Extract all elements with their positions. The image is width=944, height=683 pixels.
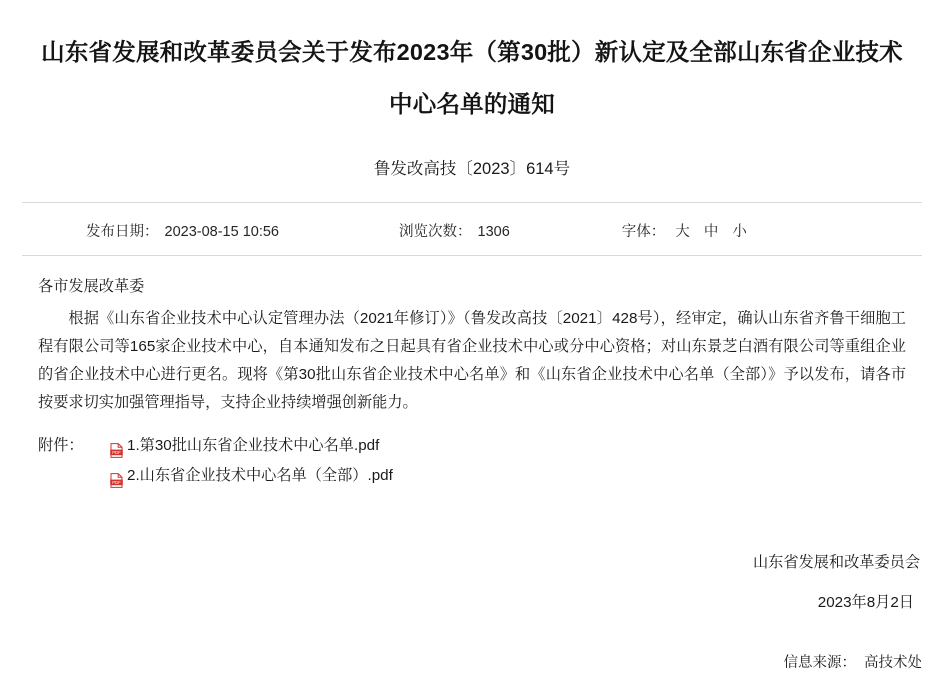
attachment-link-1[interactable]: 1.第30批山东省企业技术中心名单.pdf	[127, 437, 380, 454]
signature-organization: 山东省发展和改革委员会	[752, 554, 920, 571]
attachment-link-2[interactable]: 2.山东省企业技术中心名单（全部）.pdf	[127, 467, 393, 484]
salutation: 各市发展改革委	[38, 278, 145, 295]
document-body	[38, 256, 906, 417]
publish-date-label: 发布日期：	[86, 224, 159, 240]
font-size-small[interactable]: 小	[732, 224, 747, 240]
meta-bar	[22, 203, 922, 241]
views-label: 浏览次数：	[399, 224, 472, 240]
font-size-options	[675, 220, 747, 241]
signature-date: 2023年8月2日	[817, 594, 914, 611]
font-size-large[interactable]: 大	[675, 224, 690, 240]
page-title: 山东省发展和改革委员会关于发布2023年（第30批）新认定及全部山东省企业技术中心名单的通知	[41, 39, 903, 117]
attachments-section	[38, 431, 906, 491]
title-block	[16, 0, 928, 182]
svg-text:PDF: PDF	[112, 449, 121, 455]
font-size-group	[622, 220, 747, 241]
font-size-label: 字体：	[621, 224, 666, 240]
body-paragraph: 根据《山东省企业技术中心认定管理办法（2021年修订）》（鲁发改高技〔2021〕428号），经审定，确认山东省齐鲁干细胞工程有限公司等165家企业技术中心，自本通知发布之日起具有省企业技术中心或分中心资格；对山东景芝白酒有限公司等重组企业的省企业技术中心进行更名。现将《第30批山东省企业技术中心名单》和《山东省企业技术中心名单（全部）》予以发布，请各市按要求切实加强管理指导，支持企业持续增强创新能力。	[38, 310, 906, 411]
document-number: 鲁发改高技〔2023〕614号	[373, 160, 571, 178]
views-value: 1306	[477, 224, 510, 240]
attachment-row	[38, 431, 906, 461]
pdf-icon	[110, 439, 123, 454]
svg-text:PDF: PDF	[112, 479, 121, 485]
pdf-icon	[110, 469, 123, 484]
publish-date-group	[86, 220, 279, 241]
signature-block	[16, 543, 928, 623]
source-label: 信息来源：	[783, 655, 856, 671]
source-row	[16, 651, 928, 672]
views-group	[399, 220, 510, 241]
source-value: 高技术处	[864, 655, 922, 671]
attachments-label: 附件：	[38, 437, 84, 454]
attachment-row	[38, 461, 906, 491]
font-size-medium[interactable]: 中	[703, 224, 719, 240]
publish-date-value: 2023-08-15 10:56	[164, 224, 279, 240]
